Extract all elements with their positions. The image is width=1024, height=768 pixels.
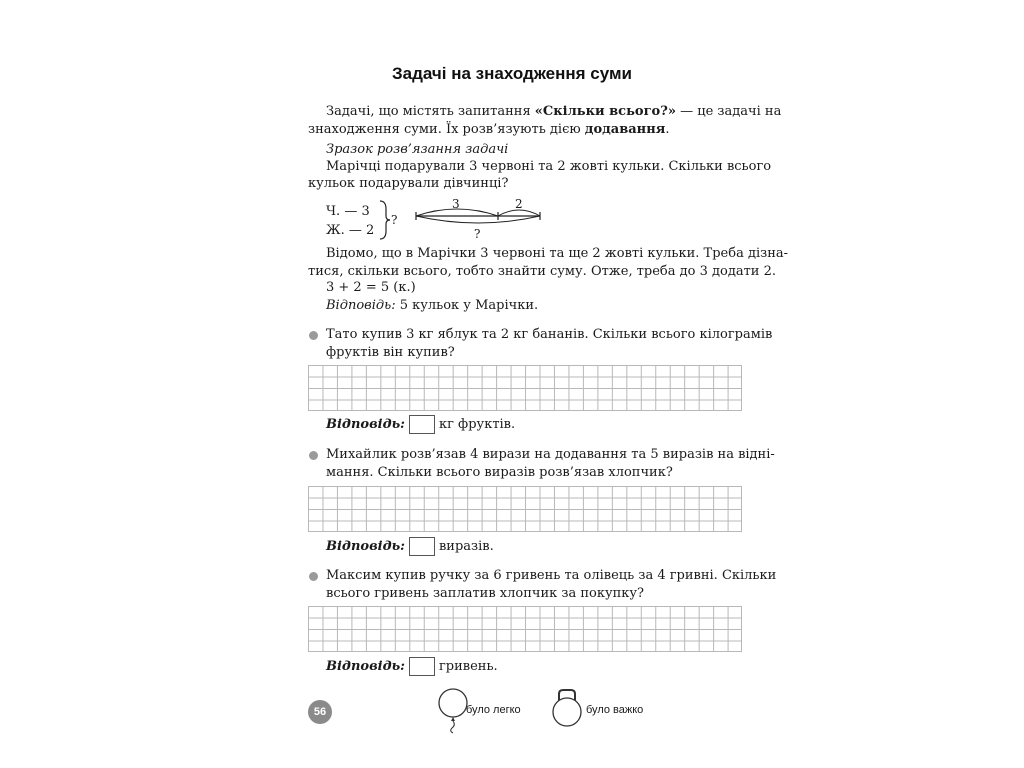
answer-suffix: кг фруктів. (438, 417, 516, 432)
intro-text: Задачі, що містять запитання (326, 104, 535, 119)
answer-label: Відповідь: (326, 417, 405, 432)
intro-operation-bold: додавання (584, 122, 666, 137)
diagram-label-right: 2 (515, 197, 523, 211)
answer-label: Відповідь: (326, 298, 396, 313)
answer-text: 5 кульок у Марічки. (395, 298, 539, 313)
hard-label: було важко (586, 704, 644, 716)
sample-problem-line-2: кульок подарували дівчинці? (308, 176, 509, 191)
answer-label: Відповідь: (326, 539, 405, 554)
task-3-answer-grid[interactable] (308, 606, 742, 652)
task-3-answer-box[interactable] (409, 657, 435, 676)
task-2-answer (326, 537, 494, 556)
intro-text: . (665, 122, 670, 137)
task-bullet-icon (309, 331, 318, 340)
sample-equation: 3 + 2 = 5 (к.) (326, 280, 416, 295)
intro-text: знаходження суми. Їх розв’язують дією (308, 122, 585, 137)
sample-answer (326, 297, 538, 314)
short-note-question: ? (391, 213, 398, 227)
kettlebell-hard-icon[interactable] (549, 687, 585, 733)
task-3-line-1: Максим купив ручку за 6 гривень та олівець за 4 гривні. Скільки (326, 568, 777, 583)
task-2-line-1: Михайлик розв’язав 4 вирази на додавання та 5 виразів на відні- (326, 447, 775, 462)
task-bullet-icon (309, 451, 318, 460)
intro-text: — це задачі на (675, 104, 782, 119)
sample-explain-line-2: тися, скільки всього, тобто знайти суму. Отже, треба до 3 додати 2. (308, 264, 776, 279)
sample-problem-line-1: Марічці подарували 3 червоні та 2 жовті кульки. Скільки всього (326, 159, 772, 174)
page-number: 56 (308, 700, 332, 724)
brace-icon (378, 199, 392, 241)
sample-explain-line-1: Відомо, що в Марічки 3 червоні та ще 2 жовті кульки. Треба дізна- (326, 246, 789, 261)
task-1-line-1: Тато купив 3 кг яблук та 2 кг бананів. Скільки всього кілограмів (326, 327, 773, 342)
easy-label: було легко (466, 704, 521, 716)
task-1-answer-box[interactable] (409, 415, 435, 434)
task-1-answer-grid[interactable] (308, 365, 742, 411)
diagram-label-left: 3 (452, 197, 460, 211)
task-3-line-2: всього гривень заплатив хлопчик за покупку? (326, 586, 645, 601)
task-3-answer (326, 657, 498, 676)
task-2-answer-grid[interactable] (308, 486, 742, 532)
page-title: Задачі на знаходження суми (391, 64, 633, 83)
sample-heading: Зразок розв’язання задачі (326, 142, 509, 157)
intro-question-bold: «Скільки всього?» (534, 104, 676, 119)
intro-line-1 (326, 103, 781, 120)
short-note-line-2: Ж. — 2 (326, 223, 375, 238)
task-1-answer (326, 415, 515, 434)
answer-label: Відповідь: (326, 659, 405, 674)
answer-suffix: виразів. (438, 539, 494, 554)
task-1-line-2: фруктів він купив? (326, 345, 455, 360)
task-bullet-icon (309, 572, 318, 581)
diagram-question: ? (474, 227, 481, 241)
intro-line-2 (308, 121, 669, 138)
answer-suffix: гривень. (438, 659, 498, 674)
task-2-line-2: мання. Скільки всього виразів розв’язав хлопчик? (326, 465, 673, 480)
short-note-line-1: Ч. — 3 (326, 204, 370, 219)
task-2-answer-box[interactable] (409, 537, 435, 556)
